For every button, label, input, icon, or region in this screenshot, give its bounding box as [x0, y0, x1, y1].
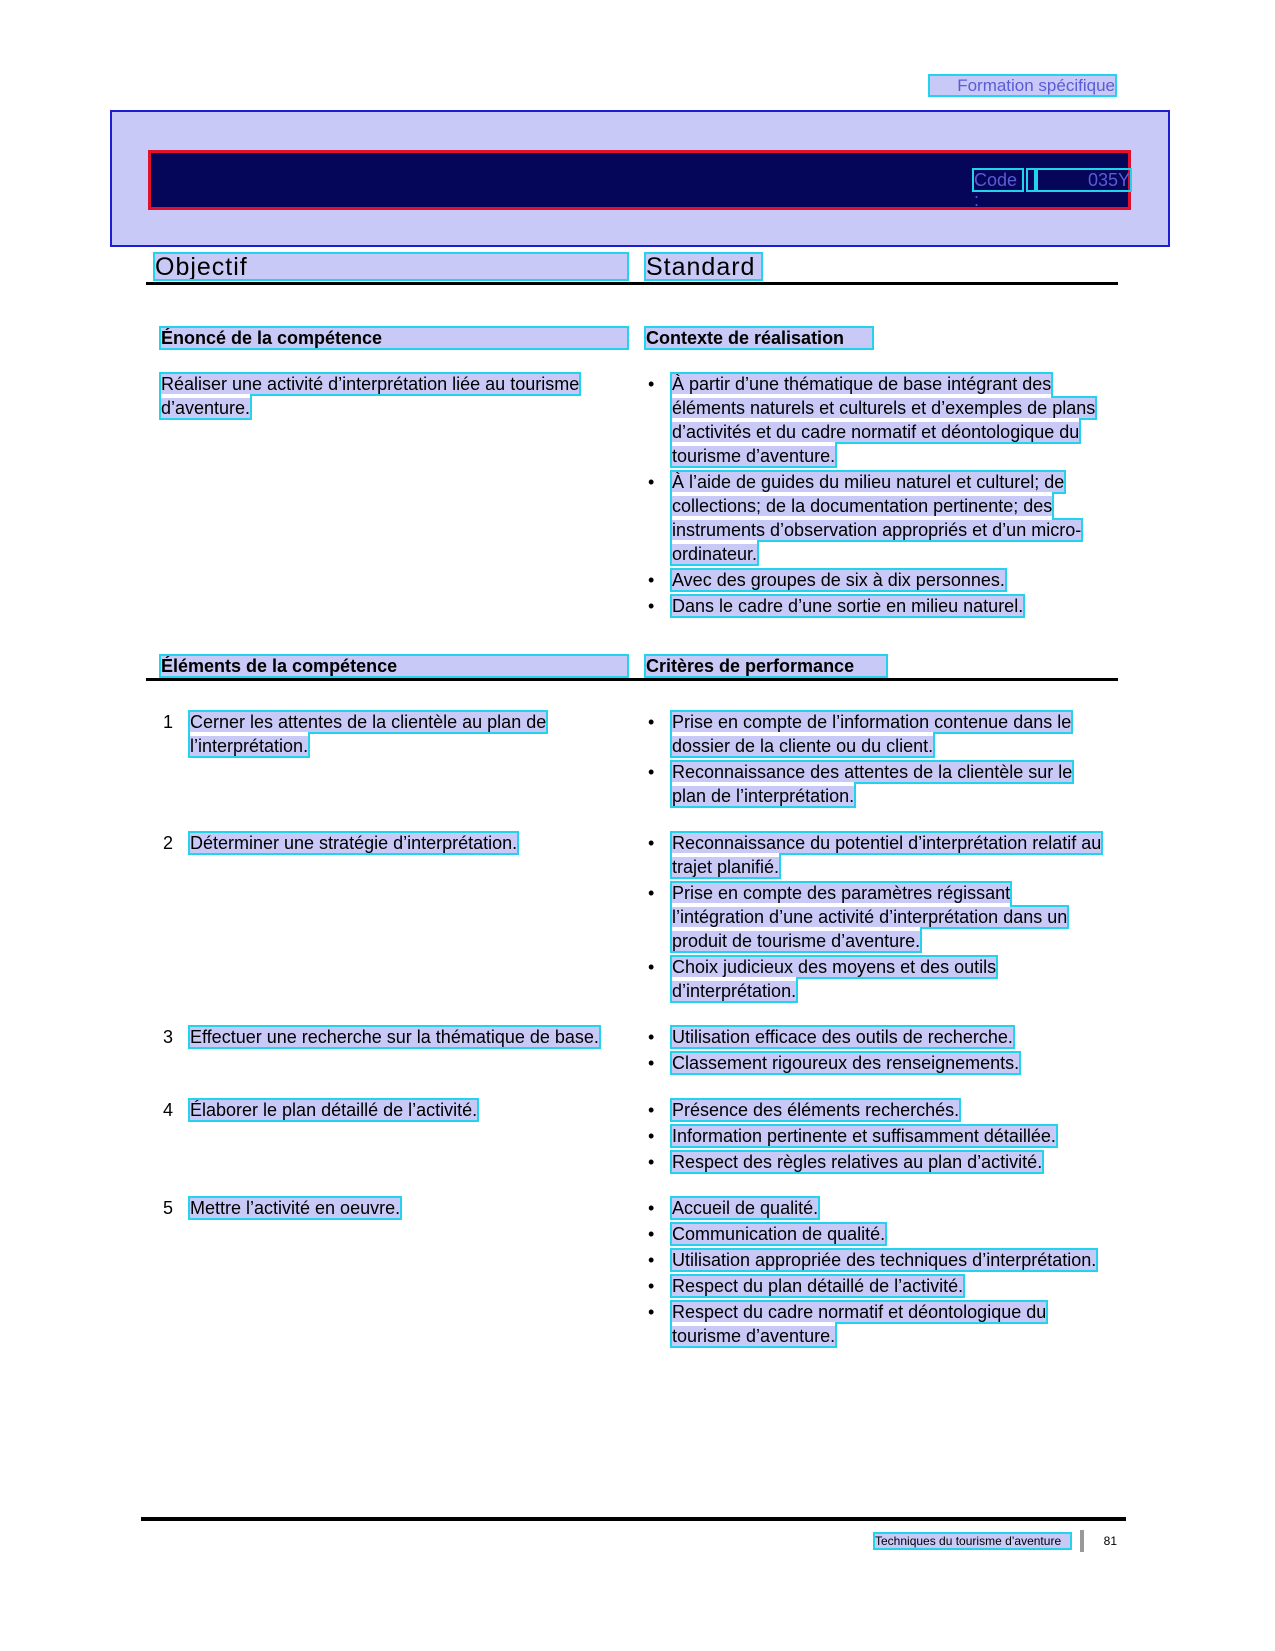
element-text: Effectuer une recherche sur la thématique de base. [190, 1027, 599, 1047]
criteria-item [646, 955, 1106, 1003]
element-text: Cerner les attentes de la clientèle au plan de l’interprétation. [190, 712, 547, 756]
criteria-item [646, 1124, 1106, 1148]
criteria-item-text: Reconnaissance des attentes de la clientèle sur le plan de l’interprétation. [672, 762, 1073, 806]
footer-separator [1080, 1530, 1084, 1552]
context-item [646, 470, 1106, 566]
criteria-item-text: Respect des règles relatives au plan d’activité. [672, 1152, 1043, 1172]
criteria-item-text: Respect du plan détaillé de l’activité. [672, 1276, 964, 1296]
criteria-list [646, 1196, 1106, 1350]
context-item [646, 594, 1106, 618]
element-number: 2 [163, 833, 174, 853]
element-text: Élaborer le plan détaillé de l’activité. [190, 1100, 478, 1120]
element-item [163, 1196, 633, 1220]
criteria-item-text: Reconnaissance du potentiel d’interprétation relatif au trajet planifié. [672, 833, 1102, 877]
element-item [163, 831, 633, 855]
context-item-text: À partir d’une thématique de base intégrant des éléments naturels et culturels et d’exemples de plans d’activités et du cadre normatif et déontologique du tourisme d’aventure. [672, 374, 1096, 466]
criteria-item [646, 1248, 1106, 1272]
standard-title: Standard [646, 254, 761, 279]
element-text: Mettre l’activité en oeuvre. [190, 1198, 401, 1218]
criteria-item-text: Classement rigoureux des renseignements. [672, 1053, 1020, 1073]
criteria-item [646, 1025, 1106, 1049]
criteria-item [646, 1274, 1106, 1298]
criteria-item-text: Prise en compte de l’information contenue dans le dossier de la cliente ou du client. [672, 712, 1072, 756]
element-number: 4 [163, 1100, 174, 1120]
criteria-list [646, 1025, 1106, 1077]
context-list [646, 372, 1106, 620]
title-rule [146, 282, 1118, 285]
criteria-list [646, 831, 1106, 1005]
criteria-item-text: Respect du cadre normatif et déontologique du tourisme d’aventure. [672, 1302, 1047, 1346]
element-text: Déterminer une stratégie d’interprétation. [190, 833, 518, 853]
element-number: 3 [163, 1027, 174, 1047]
criteria-item-text: Utilisation appropriée des techniques d’interprétation. [672, 1250, 1097, 1270]
criteria-item [646, 831, 1106, 879]
criteria-item [646, 710, 1106, 758]
criteria-item-text: Choix judicieux des moyens et des outils d’interprétation. [672, 957, 997, 1001]
element-number: 1 [163, 712, 174, 732]
criteria-item [646, 760, 1106, 808]
criteria-item-text: Utilisation efficace des outils de recherche. [672, 1027, 1013, 1047]
elements-heading: Éléments de la compétence [161, 656, 627, 676]
criteria-heading: Critères de performance [646, 656, 886, 676]
criteria-list [646, 1098, 1106, 1176]
code-separator [1028, 170, 1034, 190]
competence-statement [161, 372, 627, 420]
footer-rule [141, 1517, 1126, 1521]
criteria-item [646, 1098, 1106, 1122]
context-item-text: Avec des groupes de six à dix personnes. [672, 570, 1005, 590]
code-label: Code : [974, 170, 1022, 190]
criteria-item [646, 1196, 1106, 1220]
context-item-text: À l’aide de guides du milieu naturel et culturel; de collections; de la documentation pertinente; des instruments d’observation appropriés et d’un micro-ordinateur. [672, 472, 1082, 564]
criteria-item-text: Présence des éléments recherchés. [672, 1100, 960, 1120]
criteria-item [646, 881, 1106, 953]
criteria-item-text: Prise en compte des paramètres régissant l’intégration d’une activité d’interprétation dans un produit de tourisme d’aventure. [672, 883, 1068, 951]
context-item [646, 372, 1106, 468]
elements-rule [146, 678, 1118, 681]
element-number: 5 [163, 1198, 174, 1218]
element-item [163, 1025, 633, 1049]
context-heading: Contexte de réalisation [646, 328, 872, 348]
criteria-item [646, 1150, 1106, 1174]
criteria-list [646, 710, 1106, 810]
page-number: 81 [1103, 1534, 1117, 1548]
code-value: 035Y [1038, 170, 1130, 190]
criteria-item-text: Information pertinente et suffisamment détaillée. [672, 1126, 1056, 1146]
criteria-item [646, 1222, 1106, 1246]
element-item [163, 710, 633, 758]
criteria-item [646, 1051, 1106, 1075]
element-item [163, 1098, 633, 1122]
competence-text: Réaliser une activité d’interprétation liée au tourisme d’aventure. [161, 374, 580, 418]
criteria-item-text: Accueil de qualité. [672, 1198, 819, 1218]
competence-heading: Énoncé de la compétence [161, 328, 627, 348]
criteria-item-text: Communication de qualité. [672, 1224, 886, 1244]
footer-program: Techniques du tourisme d’aventure [875, 1534, 1070, 1548]
context-item-text: Dans le cadre d’une sortie en milieu naturel. [672, 596, 1024, 616]
criteria-item [646, 1300, 1106, 1348]
objective-title: Objectif [155, 254, 627, 279]
context-item [646, 568, 1106, 592]
header-section-label: Formation spécifique [930, 76, 1115, 95]
